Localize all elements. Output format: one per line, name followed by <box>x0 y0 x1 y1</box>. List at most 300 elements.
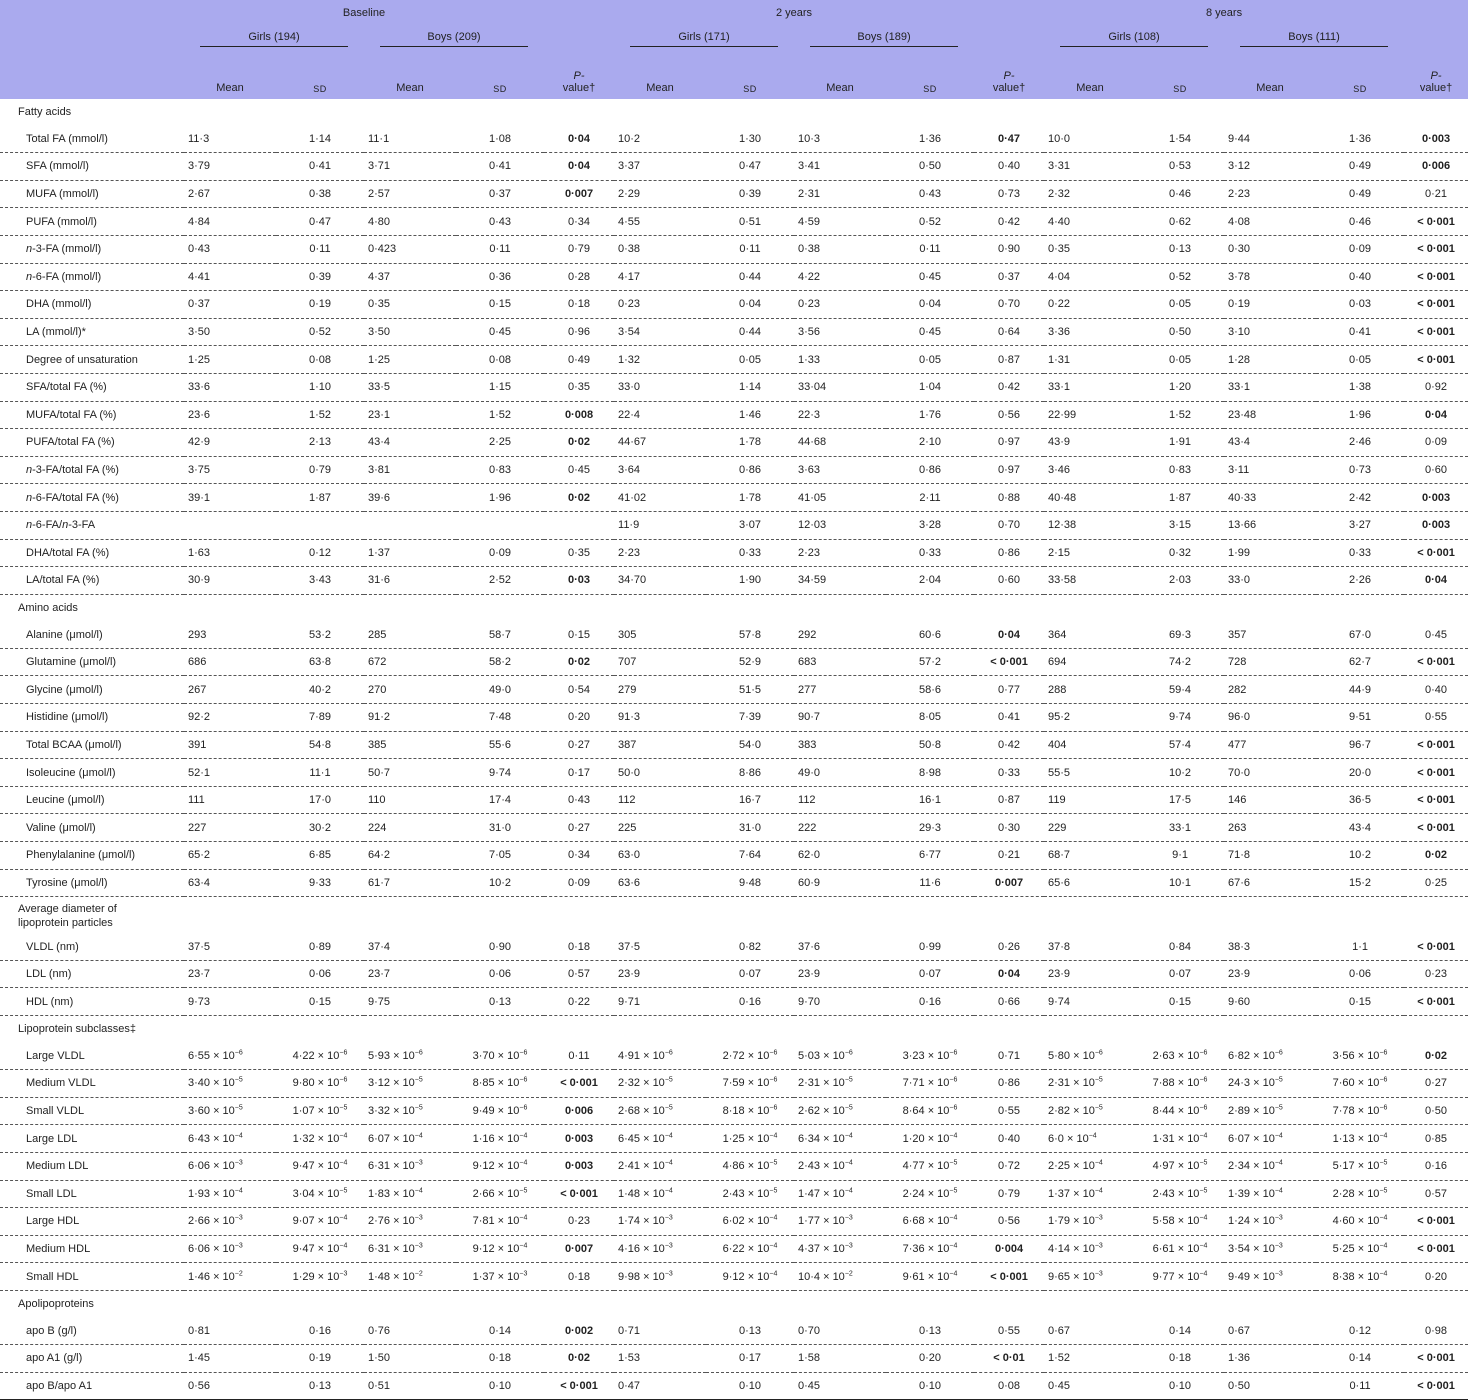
mean-cell: 0·22 <box>1044 291 1136 319</box>
mean-cell: $6\cdot 06 \times 10^{-3}$ <box>184 1235 276 1263</box>
mean-cell: 683 <box>794 648 886 676</box>
table-row <box>0 786 1468 814</box>
p-value-cell: 0·27 <box>1404 1070 1468 1098</box>
sd-cell: 0·45 <box>886 263 974 291</box>
p-value-cell <box>544 511 614 539</box>
p-value-cell: 0·64 <box>974 318 1044 346</box>
sd-cell: 0·37 <box>456 180 544 208</box>
p-value-cell: 0·02 <box>544 648 614 676</box>
sd-cell: 0·10 <box>1136 1372 1224 1400</box>
mean-cell: 1·52 <box>1044 1345 1136 1373</box>
p-value-cell: 0·86 <box>974 1070 1044 1098</box>
header-mean: Mean <box>1224 52 1316 99</box>
mean-cell: 0·423 <box>364 235 456 263</box>
mean-cell: 33·0 <box>1224 567 1316 595</box>
sd-cell: 0·19 <box>276 1345 364 1373</box>
mean-cell: $24\cdot 3 \times 10^{-5}$ <box>1224 1070 1316 1098</box>
sd-cell: 0·11 <box>1316 1372 1404 1400</box>
p-value-cell: 0·97 <box>974 429 1044 457</box>
sd-cell: 0·12 <box>1316 1318 1404 1345</box>
mean-cell: 2·29 <box>614 180 706 208</box>
table-row <box>0 933 1468 960</box>
mean-cell: 694 <box>1044 648 1136 676</box>
mean-cell: $1\cdot 39 \times 10^{-4}$ <box>1224 1180 1316 1208</box>
sd-cell: 0·43 <box>456 208 544 236</box>
mean-cell: 41·05 <box>794 484 886 512</box>
p-value-cell: 0·97 <box>974 456 1044 484</box>
mean-cell: $1\cdot 24 \times 10^{-3}$ <box>1224 1208 1316 1236</box>
mean-cell: 270 <box>364 676 456 704</box>
mean-cell: $5\cdot 03 \times 10^{-6}$ <box>794 1043 886 1070</box>
p-value-cell: 0·002 <box>544 1318 614 1345</box>
mean-cell: 3·12 <box>1224 153 1316 181</box>
sd-cell: $8\cdot 44 \times 10^{-6}$ <box>1136 1097 1224 1125</box>
sd-cell: 0·05 <box>886 346 974 374</box>
p-value-cell: 0·11 <box>544 1043 614 1070</box>
sd-cell: $8\cdot 64 \times 10^{-6}$ <box>886 1097 974 1125</box>
mean-cell: 13·66 <box>1224 511 1316 539</box>
sd-cell: 17·0 <box>276 786 364 814</box>
p-value-cell: 0·04 <box>1404 401 1468 429</box>
section-header <box>0 99 1468 126</box>
mean-cell: $3\cdot 12 \times 10^{-5}$ <box>364 1070 456 1098</box>
sd-cell: 1·91 <box>1136 429 1224 457</box>
p-value-cell: 0·006 <box>1404 153 1468 181</box>
mean-cell: 11·1 <box>364 126 456 153</box>
sd-cell: 58·6 <box>886 676 974 704</box>
row-label: n-6-FA/total FA (%) <box>0 484 184 512</box>
mean-cell: 64·2 <box>364 842 456 870</box>
sd-cell: $6\cdot 61 \times 10^{-4}$ <box>1136 1235 1224 1263</box>
sd-cell: 0·13 <box>456 988 544 1016</box>
sd-cell: $7\cdot 36 \times 10^{-4}$ <box>886 1235 974 1263</box>
mean-cell: 3·31 <box>1044 153 1136 181</box>
sd-cell: 57·2 <box>886 648 974 676</box>
mean-cell: 44·68 <box>794 429 886 457</box>
mean-cell <box>364 511 456 539</box>
sd-cell: $4\cdot 77 \times 10^{-5}$ <box>886 1152 974 1180</box>
mean-cell: 40·48 <box>1044 484 1136 512</box>
sd-cell: 0·36 <box>456 263 544 291</box>
header-sd: SD <box>706 52 794 99</box>
p-value-cell: 0·30 <box>974 814 1044 842</box>
header-group: Girls (171) <box>614 26 794 52</box>
sd-cell: $5\cdot 17 \times 10^{-5}$ <box>1316 1152 1404 1180</box>
table-row <box>0 814 1468 842</box>
header-blank <box>0 0 184 26</box>
p-value-cell: 0·98 <box>1404 1318 1468 1345</box>
p-value-cell: 0·92 <box>1404 373 1468 401</box>
mean-cell: $2\cdot 68 \times 10^{-5}$ <box>614 1097 706 1125</box>
sd-cell: 16·1 <box>886 786 974 814</box>
sd-cell: $1\cdot 07 \times 10^{-5}$ <box>276 1097 364 1125</box>
sd-cell: 0·11 <box>706 235 794 263</box>
sd-cell: 10·2 <box>1316 842 1404 870</box>
p-value-cell: 0·43 <box>544 786 614 814</box>
sd-cell: 0·15 <box>1136 988 1224 1016</box>
p-value-cell: 0·26 <box>974 933 1044 960</box>
sd-cell: 1·36 <box>1316 126 1404 153</box>
mean-cell: 0·45 <box>1044 1372 1136 1400</box>
mean-cell: $9\cdot 65 \times 10^{-3}$ <box>1044 1263 1136 1291</box>
mean-cell: 404 <box>1044 731 1136 759</box>
sd-cell: 16·7 <box>706 786 794 814</box>
sd-cell: 0·41 <box>1316 318 1404 346</box>
sd-cell: 57·4 <box>1136 731 1224 759</box>
mean-cell: 60·9 <box>794 869 886 897</box>
sd-cell: 0·46 <box>1136 180 1224 208</box>
mean-cell: 39·1 <box>184 484 276 512</box>
sd-cell: 0·20 <box>886 1345 974 1373</box>
row-label: Glycine (μmol/l) <box>0 676 184 704</box>
mean-cell: $4\cdot 14 \times 10^{-3}$ <box>1044 1235 1136 1263</box>
sd-cell: 0·11 <box>276 235 364 263</box>
mean-cell: 70·0 <box>1224 759 1316 787</box>
mean-cell: $5\cdot 80 \times 10^{-6}$ <box>1044 1043 1136 1070</box>
mean-cell: 2·67 <box>184 180 276 208</box>
section-title: Fatty acids <box>18 106 72 119</box>
mean-cell: 40·33 <box>1224 484 1316 512</box>
sd-cell: $3\cdot 23 \times 10^{-6}$ <box>886 1043 974 1070</box>
p-value-cell: 0·90 <box>974 235 1044 263</box>
sd-cell: 36·5 <box>1316 786 1404 814</box>
sd-cell: 0·13 <box>1136 235 1224 263</box>
mean-cell: 9·60 <box>1224 988 1316 1016</box>
sd-cell: 7·48 <box>456 704 544 732</box>
sd-cell: 1·54 <box>1136 126 1224 153</box>
sd-cell: 0·33 <box>706 539 794 567</box>
mean-cell: 9·71 <box>614 988 706 1016</box>
sd-cell: 0·50 <box>886 153 974 181</box>
mean-cell: 285 <box>364 621 456 648</box>
mean-cell: 33·1 <box>1044 373 1136 401</box>
sd-cell: $8\cdot 38 \times 10^{-4}$ <box>1316 1263 1404 1291</box>
sd-cell: 0·15 <box>1316 988 1404 1016</box>
p-value-cell: 0·50 <box>1404 1097 1468 1125</box>
sd-cell: 0·49 <box>1316 180 1404 208</box>
sd-cell: 2·04 <box>886 567 974 595</box>
p-value-cell: 0·02 <box>544 429 614 457</box>
table-row <box>0 1263 1468 1291</box>
mean-cell: 61·7 <box>364 869 456 897</box>
mean-cell: 12·38 <box>1044 511 1136 539</box>
p-value-cell: 0·86 <box>974 539 1044 567</box>
sd-cell: $1\cdot 16 \times 10^{-4}$ <box>456 1125 544 1153</box>
sd-cell: $6\cdot 22 \times 10^{-4}$ <box>706 1235 794 1263</box>
mean-cell: $1\cdot 46 \times 10^{-2}$ <box>184 1263 276 1291</box>
mean-cell: 2·31 <box>794 180 886 208</box>
header-period-baseline: Baseline <box>184 0 544 26</box>
p-value-cell: 0·003 <box>1404 484 1468 512</box>
mean-cell: 0·71 <box>614 1318 706 1345</box>
p-value-cell: 0·16 <box>1404 1152 1468 1180</box>
sd-cell: 0·41 <box>276 153 364 181</box>
mean-cell: 0·35 <box>1044 235 1136 263</box>
header-mean: Mean <box>794 52 886 99</box>
p-value-cell: 0·04 <box>1404 567 1468 595</box>
mean-cell: $6\cdot 34 \times 10^{-4}$ <box>794 1125 886 1153</box>
p-value-cell: < 0·001 <box>1404 648 1468 676</box>
header-sd: SD <box>886 52 974 99</box>
sd-cell: 0·07 <box>1136 960 1224 988</box>
mean-cell: 0·23 <box>794 291 886 319</box>
p-value-cell: 0·57 <box>1404 1180 1468 1208</box>
mean-cell: 1·25 <box>364 346 456 374</box>
mean-cell: 38·3 <box>1224 933 1316 960</box>
sd-cell: 0·45 <box>886 318 974 346</box>
p-value-cell: 0·04 <box>544 126 614 153</box>
p-value-cell: 0·45 <box>1404 621 1468 648</box>
p-value-cell: 0·56 <box>974 401 1044 429</box>
mean-cell: 0·76 <box>364 1318 456 1345</box>
sd-cell: 0·14 <box>1316 1345 1404 1373</box>
mean-cell: $2\cdot 89 \times 10^{-5}$ <box>1224 1097 1316 1125</box>
sd-cell: 1·87 <box>276 484 364 512</box>
p-value-cell: 0·21 <box>1404 180 1468 208</box>
row-label: Small HDL <box>0 1263 184 1291</box>
row-label: Leucine (μmol/l) <box>0 786 184 814</box>
mean-cell: 0·30 <box>1224 235 1316 263</box>
header-p-value: P- value† <box>974 52 1044 99</box>
mean-cell: 3·37 <box>614 153 706 181</box>
p-value-cell: 0·56 <box>974 1208 1044 1236</box>
row-label: SFA (mmol/l) <box>0 153 184 181</box>
p-value-cell: < 0·001 <box>1404 318 1468 346</box>
table-row <box>0 346 1468 374</box>
mean-cell: $6\cdot 31 \times 10^{-3}$ <box>364 1152 456 1180</box>
sd-cell: 0·12 <box>276 539 364 567</box>
mean-cell: $1\cdot 37 \times 10^{-4}$ <box>1044 1180 1136 1208</box>
p-value-cell: 0·007 <box>544 1235 614 1263</box>
mean-cell: 4·84 <box>184 208 276 236</box>
table-row <box>0 960 1468 988</box>
sd-cell: 0·89 <box>276 933 364 960</box>
mean-cell: 4·80 <box>364 208 456 236</box>
mean-cell: 22·3 <box>794 401 886 429</box>
mean-cell: 2·57 <box>364 180 456 208</box>
sd-cell: 9·33 <box>276 869 364 897</box>
mean-cell: 1·63 <box>184 539 276 567</box>
mean-cell: 3·41 <box>794 153 886 181</box>
sd-cell: 1·36 <box>886 126 974 153</box>
table-row <box>0 235 1468 263</box>
p-value-cell: < 0·001 <box>1404 731 1468 759</box>
row-label: Valine (μmol/l) <box>0 814 184 842</box>
mean-cell: 62·0 <box>794 842 886 870</box>
sd-cell: 0·07 <box>706 960 794 988</box>
p-value-cell: 0·71 <box>974 1043 1044 1070</box>
p-value-cell: 0·55 <box>1404 704 1468 732</box>
sd-cell: 0·05 <box>1136 346 1224 374</box>
sd-cell: 2·25 <box>456 429 544 457</box>
sd-cell: $9\cdot 12 \times 10^{-4}$ <box>706 1263 794 1291</box>
table-row <box>0 373 1468 401</box>
mean-cell: 9·74 <box>1044 988 1136 1016</box>
mean-cell: 293 <box>184 621 276 648</box>
sd-cell: 9·74 <box>1136 704 1224 732</box>
mean-cell: $2\cdot 25 \times 10^{-4}$ <box>1044 1152 1136 1180</box>
row-label: LDL (nm) <box>0 960 184 988</box>
mean-cell: 3·71 <box>364 153 456 181</box>
mean-cell: 2·23 <box>794 539 886 567</box>
p-value-cell: 0·004 <box>974 1235 1044 1263</box>
row-label: n-6-FA/n-3-FA <box>0 511 184 539</box>
mean-cell: $2\cdot 62 \times 10^{-5}$ <box>794 1097 886 1125</box>
mean-cell: 10·2 <box>614 126 706 153</box>
sd-cell: $4\cdot 60 \times 10^{-4}$ <box>1316 1208 1404 1236</box>
mean-cell: 119 <box>1044 786 1136 814</box>
mean-cell: 44·67 <box>614 429 706 457</box>
mean-cell: 279 <box>614 676 706 704</box>
p-value-cell: 0·23 <box>1404 960 1468 988</box>
sd-cell: 15·2 <box>1316 869 1404 897</box>
mean-cell: 23·9 <box>1044 960 1136 988</box>
mean-cell: $6\cdot 45 \times 10^{-4}$ <box>614 1125 706 1153</box>
sd-cell: 0·43 <box>886 180 974 208</box>
mean-cell: 224 <box>364 814 456 842</box>
p-value-cell: 0·18 <box>544 291 614 319</box>
mean-cell: 23·9 <box>794 960 886 988</box>
sd-cell: 0·05 <box>1316 346 1404 374</box>
mean-cell: 23·9 <box>614 960 706 988</box>
sd-cell: 74·2 <box>1136 648 1224 676</box>
mean-cell: 50·0 <box>614 759 706 787</box>
mean-cell: $2\cdot 82 \times 10^{-5}$ <box>1044 1097 1136 1125</box>
mean-cell: 71·8 <box>1224 842 1316 870</box>
sd-cell: 54·0 <box>706 731 794 759</box>
sd-cell: 1·78 <box>706 429 794 457</box>
mean-cell: 111 <box>184 786 276 814</box>
mean-cell: 42·9 <box>184 429 276 457</box>
table-row <box>0 759 1468 787</box>
p-value-cell: 0·35 <box>544 373 614 401</box>
p-value-cell: 0·007 <box>544 180 614 208</box>
mean-cell: $6\cdot 0 \times 10^{-4}$ <box>1044 1125 1136 1153</box>
mean-cell: 391 <box>184 731 276 759</box>
mean-cell: 91·3 <box>614 704 706 732</box>
sd-cell: 0·06 <box>456 960 544 988</box>
sd-cell: 0·06 <box>1316 960 1404 988</box>
mean-cell: 222 <box>794 814 886 842</box>
mean-cell: 37·5 <box>184 933 276 960</box>
mean-cell: 67·6 <box>1224 869 1316 897</box>
p-value-cell: < 0·001 <box>1404 1372 1468 1400</box>
sd-cell: 0·52 <box>276 318 364 346</box>
sd-cell: 1·52 <box>456 401 544 429</box>
mean-cell: 10·3 <box>794 126 886 153</box>
row-label: Degree of unsaturation <box>0 346 184 374</box>
mean-cell: 146 <box>1224 786 1316 814</box>
table-row <box>0 180 1468 208</box>
table-header <box>0 0 1468 99</box>
mean-cell: 383 <box>794 731 886 759</box>
sd-cell: $1\cdot 37 \times 10^{-3}$ <box>456 1263 544 1291</box>
sd-cell: 1·87 <box>1136 484 1224 512</box>
section-header <box>0 1016 1468 1043</box>
mean-cell: $2\cdot 66 \times 10^{-3}$ <box>184 1208 276 1236</box>
table-row <box>0 208 1468 236</box>
p-value-cell: 0·42 <box>974 373 1044 401</box>
sd-cell: 0·39 <box>706 180 794 208</box>
sd-cell: 55·6 <box>456 731 544 759</box>
sd-cell: 0·52 <box>1136 263 1224 291</box>
mean-cell: 65·6 <box>1044 869 1136 897</box>
row-label: MUFA/total FA (%) <box>0 401 184 429</box>
mean-cell: 3·46 <box>1044 456 1136 484</box>
p-value-cell: < 0·001 <box>1404 1208 1468 1236</box>
mean-cell: $6\cdot 31 \times 10^{-3}$ <box>364 1235 456 1263</box>
mean-cell: 65·2 <box>184 842 276 870</box>
sd-cell: $9\cdot 47 \times 10^{-4}$ <box>276 1235 364 1263</box>
mean-cell: $1\cdot 47 \times 10^{-4}$ <box>794 1180 886 1208</box>
mean-cell: 23·7 <box>364 960 456 988</box>
mean-cell: 707 <box>614 648 706 676</box>
mean-cell: 22·4 <box>614 401 706 429</box>
mean-cell: 3·79 <box>184 153 276 181</box>
sd-cell: $1\cdot 31 \times 10^{-4}$ <box>1136 1125 1224 1153</box>
mean-cell: $6\cdot 82 \times 10^{-6}$ <box>1224 1043 1316 1070</box>
p-value-cell: 0·73 <box>974 180 1044 208</box>
mean-cell: 33·5 <box>364 373 456 401</box>
sd-cell: 44·9 <box>1316 676 1404 704</box>
sd-cell: 49·0 <box>456 676 544 704</box>
mean-cell: 91·2 <box>364 704 456 732</box>
sd-cell: $3\cdot 70 \times 10^{-6}$ <box>456 1043 544 1070</box>
sd-cell: 11·6 <box>886 869 974 897</box>
sd-cell: 0·51 <box>706 208 794 236</box>
p-value-cell: 0·27 <box>544 814 614 842</box>
row-label: apo B (g/l) <box>0 1318 184 1345</box>
p-value-cell: < 0·001 <box>974 1263 1044 1291</box>
mean-cell: 33·04 <box>794 373 886 401</box>
mean-cell: 282 <box>1224 676 1316 704</box>
row-label: apo A1 (g/l) <box>0 1345 184 1373</box>
sd-cell: $8\cdot 85 \times 10^{-6}$ <box>456 1070 544 1098</box>
mean-cell: 3·78 <box>1224 263 1316 291</box>
p-value-cell: < 0·001 <box>1404 539 1468 567</box>
mean-cell: $3\cdot 40 \times 10^{-5}$ <box>184 1070 276 1098</box>
p-value-cell: < 0·001 <box>544 1372 614 1400</box>
sd-cell: $7\cdot 59 \times 10^{-6}$ <box>706 1070 794 1098</box>
p-value-cell: 0·04 <box>544 153 614 181</box>
sd-cell: $1\cdot 32 \times 10^{-4}$ <box>276 1125 364 1153</box>
mean-cell: $3\cdot 54 \times 10^{-3}$ <box>1224 1235 1316 1263</box>
p-value-cell: < 0·001 <box>1404 346 1468 374</box>
mean-cell: 227 <box>184 814 276 842</box>
sd-cell: 2·11 <box>886 484 974 512</box>
p-value-cell: < 0·001 <box>1404 988 1468 1016</box>
sd-cell: 0·04 <box>706 291 794 319</box>
p-value-cell: 0·22 <box>544 988 614 1016</box>
sd-cell: 1·14 <box>276 126 364 153</box>
sd-cell: 0·16 <box>886 988 974 1016</box>
mean-cell: 23·48 <box>1224 401 1316 429</box>
mean-cell: 292 <box>794 621 886 648</box>
mean-cell: $2\cdot 43 \times 10^{-4}$ <box>794 1152 886 1180</box>
sd-cell: 0·08 <box>456 346 544 374</box>
sd-cell: 0·14 <box>456 1318 544 1345</box>
sd-cell: 0·99 <box>886 933 974 960</box>
table-row <box>0 539 1468 567</box>
table-row <box>0 1318 1468 1345</box>
table-row <box>0 1125 1468 1153</box>
sd-cell: 7·39 <box>706 704 794 732</box>
mean-cell: 11·3 <box>184 126 276 153</box>
mean-cell: 1·32 <box>614 346 706 374</box>
sd-cell: 0·40 <box>1316 263 1404 291</box>
p-value-cell: 0·34 <box>544 842 614 870</box>
p-value-cell: 0·03 <box>544 567 614 595</box>
